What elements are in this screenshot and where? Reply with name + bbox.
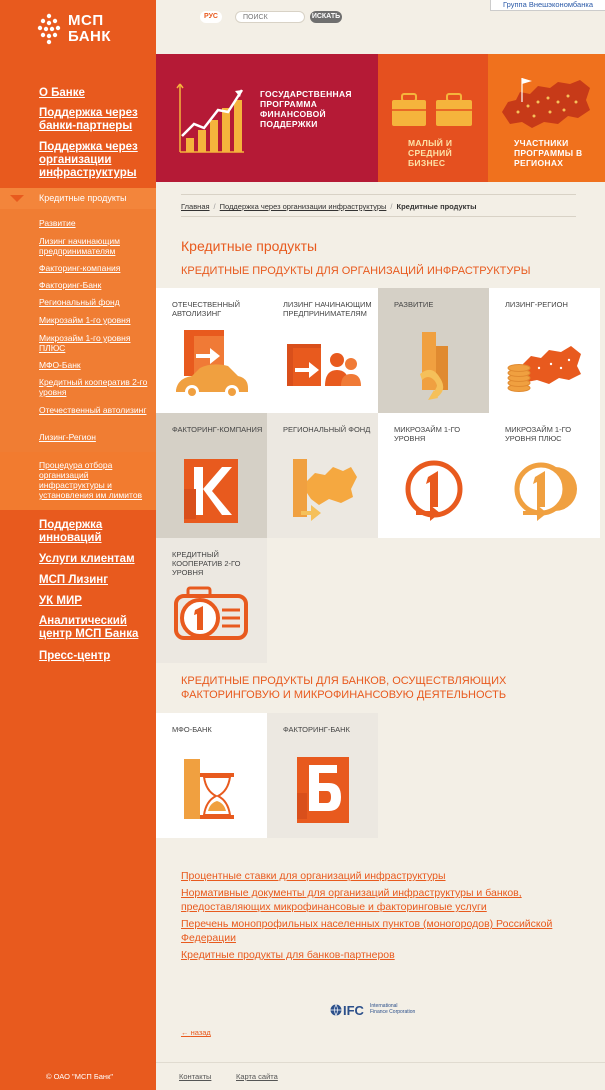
breadcrumb-divider-bottom xyxy=(181,216,576,217)
group-link[interactable]: Группа Внешэкономбанка xyxy=(490,0,605,11)
tile-development[interactable]: РАЗВИТИЕ xyxy=(378,288,489,413)
nav-uk-mir[interactable]: УК МИР xyxy=(39,595,82,607)
footer-sitemap[interactable]: Карта сайта xyxy=(236,1072,278,1081)
breadcrumb: Главная / Поддержка через организации инфраструктуры / Кредитные продукты xyxy=(181,202,477,211)
nav-innovations[interactable]: Поддержка инноваций xyxy=(39,519,103,544)
nav-analytics[interactable]: Аналитический центр МСП Банка xyxy=(39,615,139,640)
coin-one-icon xyxy=(392,449,474,531)
banner-state-program[interactable] xyxy=(156,54,378,182)
subnav-special-label: Процедура отбора организаций инфраструктуры и установления им лимитов xyxy=(39,460,143,500)
globe-icon xyxy=(330,1004,342,1016)
tile-mfo-bank[interactable]: МФО-БАНК xyxy=(156,713,267,838)
subnav-item[interactable]: Лизинг начинающим предпринимателям xyxy=(39,236,120,256)
banner-state-program-text: ГОСУДАРСТВЕННАЯ ПРОГРАММА ФИНАНСОВОЙ ПОДДЕРЖКИ xyxy=(260,89,352,129)
nav-infrastructure[interactable]: Поддержка через организации инфраструктуры xyxy=(39,141,138,179)
doc-link-rates[interactable]: Процентные ставки для организаций инфраструктуры xyxy=(181,870,446,882)
subnav-item[interactable]: Факторинг-Банк xyxy=(39,280,102,290)
tile-credit-cooperative[interactable]: КРЕДИТНЫЙ КООПЕРАТИВ 2-ГО УРОВНЯ xyxy=(156,538,267,663)
search-button[interactable]: ИСКАТЬ xyxy=(310,11,342,23)
logo[interactable] xyxy=(36,12,126,48)
subnav-item[interactable]: Региональный фонд xyxy=(39,297,120,307)
subnav-item[interactable]: Отечественный автолизинг xyxy=(39,405,147,415)
subnav xyxy=(0,209,156,452)
page-title: Кредитные продукты xyxy=(181,238,318,254)
nav-press[interactable]: Пресс-центр xyxy=(39,650,111,662)
doc-link-regulations[interactable]: Нормативные документы для организаций инфраструктуры и банков, предоставляющих микрофинансовые и факторинговые услуги xyxy=(181,887,522,913)
map-icon xyxy=(503,324,585,406)
tile-microloan-1-plus[interactable]: МИКРОЗАЙМ 1-ГО УРОВНЯ ПЛЮС xyxy=(489,413,600,538)
back-arrow-icon: ← xyxy=(181,1028,189,1037)
map-hand-icon xyxy=(281,449,363,531)
banner-regions-text: УЧАСТНИКИ ПРОГРАММЫ В РЕГИОНАХ xyxy=(514,138,583,168)
logo-flower-icon xyxy=(36,12,62,46)
subnav-item[interactable]: Кредитный кооператив 2-го уровня xyxy=(39,377,148,397)
subnav-item[interactable]: Лизинг-Регион xyxy=(39,432,96,442)
sidebar xyxy=(0,0,156,1090)
nav-sub-active-label: Кредитные продукты xyxy=(39,193,127,203)
section-title-infrastructure: КРЕДИТНЫЕ ПРОДУКТЫ ДЛЯ ОРГАНИЗАЦИЙ ИНФРАСТРУКТУРЫ xyxy=(181,265,531,277)
people-icon xyxy=(281,324,363,406)
hourglass-icon xyxy=(170,749,252,831)
back-link[interactable]: ← назад xyxy=(181,1028,211,1037)
tile-factoring-company[interactable]: ФАКТОРИНГ-КОМПАНИЯ xyxy=(156,413,267,538)
nav-partner-banks[interactable]: Поддержка через банки-партнеры xyxy=(39,107,138,132)
breadcrumb-home[interactable]: Главная xyxy=(181,202,210,211)
briefcase-icon xyxy=(390,90,476,130)
subnav-special[interactable] xyxy=(0,452,156,510)
language-switch[interactable]: РУС xyxy=(200,11,222,23)
footer-contacts[interactable]: Контакты xyxy=(179,1072,212,1081)
breadcrumb-parent[interactable]: Поддержка через организации инфраструктуры xyxy=(219,202,387,211)
subnav-item[interactable]: МФО-Банк xyxy=(39,360,81,370)
section-title-banks: КРЕДИТНЫЕ ПРОДУКТЫ ДЛЯ БАНКОВ, ОСУЩЕСТВЛЯЮЩИХ ФАКТОРИНГОВУЮ И МИКРОФИНАНСОВУЮ ДЕЯТЕЛЬНОСТЬ xyxy=(181,675,507,701)
banner-sme-text: МАЛЫЙ И СРЕДНИЙ БИЗНЕС xyxy=(408,138,453,168)
car-icon xyxy=(170,324,252,406)
subnav-item[interactable]: Развитие xyxy=(39,218,76,228)
tile-microloan-1[interactable]: МИКРОЗАЙМ 1-ГО УРОВНЯ xyxy=(378,413,489,538)
subnav-item[interactable]: Микрозайм 1-го уровня ПЛЮС xyxy=(39,333,131,353)
nav-sub-active[interactable] xyxy=(0,188,156,209)
tile-factoring-bank[interactable]: ФАКТОРИНГ-БАНК xyxy=(267,713,378,838)
tile-regional-fund[interactable]: РЕГИОНАЛЬНЫЙ ФОНД xyxy=(267,413,378,538)
breadcrumb-divider-top xyxy=(181,194,576,195)
tile-autoleasing[interactable]: ОТЕЧЕСТВЕННЫЙ АВТОЛИЗИНГ xyxy=(156,288,267,413)
coin-stack-icon xyxy=(170,574,252,656)
nav-msp-leasing[interactable]: МСП Лизинг xyxy=(39,574,109,586)
logo-text: МСП БАНК xyxy=(68,12,112,45)
copyright: © ОАО "МСП Банк" xyxy=(46,1072,114,1081)
breadcrumb-current: Кредитные продукты xyxy=(396,202,477,211)
banner-regions[interactable] xyxy=(488,54,605,182)
banner-sme[interactable] xyxy=(378,54,488,182)
growth-chart-icon xyxy=(174,80,246,158)
nav-about[interactable]: О Банке xyxy=(39,87,85,99)
coins-one-icon xyxy=(503,449,585,531)
search-input[interactable] xyxy=(235,11,305,23)
tile-leasing-entrepreneurs[interactable]: ЛИЗИНГ НАЧИНАЮЩИМ ПРЕДПРИНИМАТЕЛЯМ xyxy=(267,288,378,413)
letter-b-icon xyxy=(281,749,363,831)
active-arrow-icon xyxy=(10,195,24,202)
growth-icon xyxy=(392,324,474,406)
subnav-item[interactable]: Факторинг-компания xyxy=(39,263,121,273)
ifc-logo[interactable]: IFC International Finance Corporation xyxy=(330,1002,430,1020)
doc-link-monotowns[interactable]: Перечень монопрофильных населенных пунктов (моногородов) Российской Федерации xyxy=(181,918,553,944)
footer-divider xyxy=(156,1062,605,1063)
doc-link-partner-products[interactable]: Кредитные продукты для банков-партнеров xyxy=(181,949,395,961)
russia-map-icon xyxy=(498,72,594,134)
letter-k-icon xyxy=(170,449,252,531)
tile-leasing-region[interactable]: ЛИЗИНГ-РЕГИОН xyxy=(489,288,600,413)
subnav-item[interactable]: Микрозайм 1-го уровня xyxy=(39,315,131,325)
nav-client-services[interactable]: Услуги клиентам xyxy=(39,553,135,565)
